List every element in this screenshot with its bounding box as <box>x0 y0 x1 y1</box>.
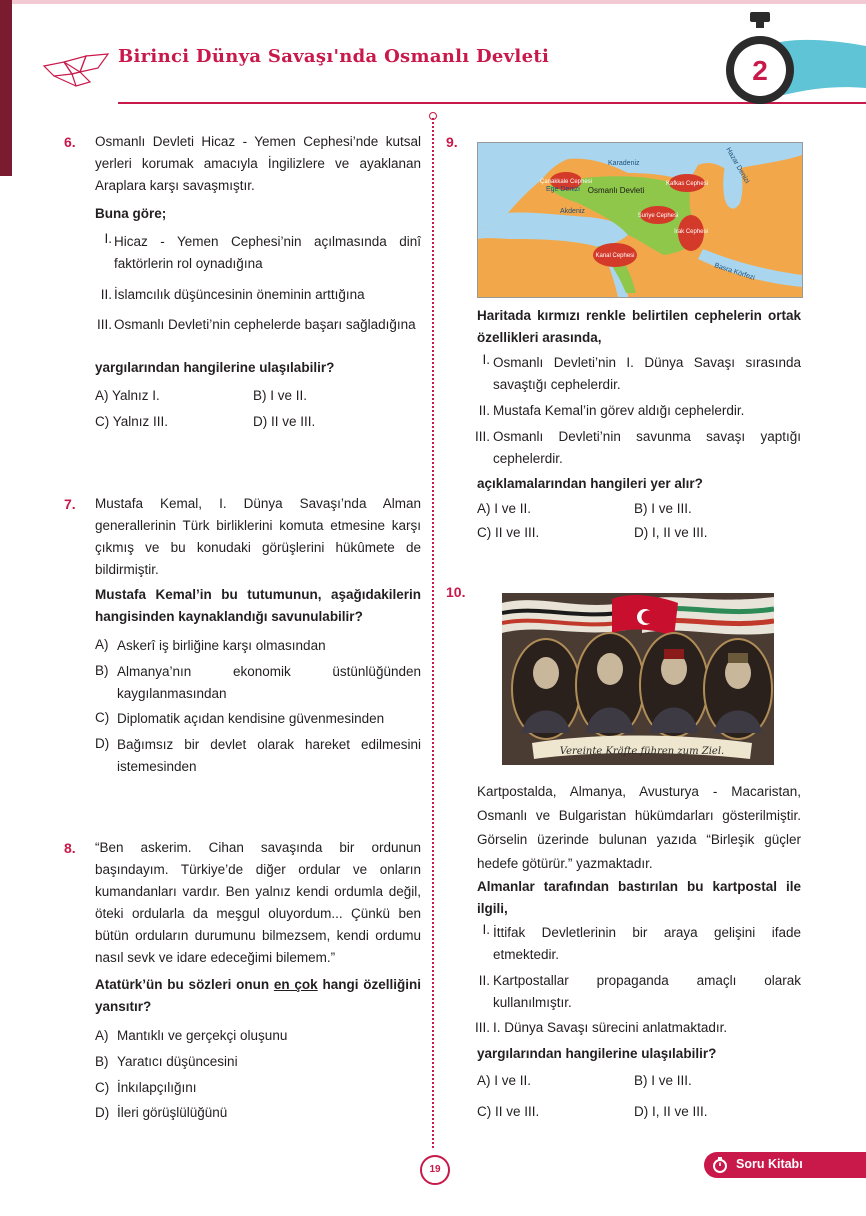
map-label-kanal: Kanal Cephesi <box>595 253 635 259</box>
map-label-osmanli: Osmanlı Devleti <box>587 186 645 195</box>
question-7-option-d-letter[interactable]: D) <box>95 736 110 751</box>
map-label-karadeniz: Karadeniz <box>608 160 640 167</box>
question-10-option-d[interactable]: D) I, II ve III. <box>634 1104 708 1119</box>
question-10-option-a[interactable]: A) I ve II. <box>477 1073 532 1088</box>
question-9-item-1-num: I. <box>482 352 490 367</box>
question-6-option-d[interactable]: D) II ve III. <box>253 414 316 429</box>
book-label-tab <box>704 1152 866 1178</box>
question-9-item-2-num: II. <box>478 403 490 418</box>
question-6-item-2: İslamcılık düşüncesinin öneminin arttığına <box>114 287 365 302</box>
question-6-number: 6. <box>64 134 76 150</box>
question-8-stem: “Ben askerim. Cihan savaşında bir ordunun başındayım. Türkiye’de diğer ordular ve onların kumandanları vardır. Ben yalnız kendi ordumla değil, öteki ordularla da meşgul oluyordum... Çünkü ben bütün orduların durumunu bilmezsem, kendi ordumu nasıl sevk ve idare edeceğimi bilemem.” <box>95 840 421 965</box>
question-7-option-d[interactable]: Bağımsız bir devlet olarak hareket edilmesini istemesinden <box>117 737 421 774</box>
question-10-option-b[interactable]: B) I ve III. <box>634 1073 692 1088</box>
postcard-caption: Vereinte Kräfte führen zum Ziel. <box>559 746 725 757</box>
question-7-stem: Mustafa Kemal, I. Dünya Savaşı’nda Alman generallerinin Türk birliklerini komuta etmesine karşı çıkmış ve bu konudaki görüşlerini hükûmete de bildirmiştir. <box>95 496 421 577</box>
question-10-option-c[interactable]: C) II ve III. <box>477 1104 540 1119</box>
page-title: Birinci Dünya Savaşı'nda Osmanlı Devleti <box>118 46 550 67</box>
question-6-item-3-num: III. <box>96 317 112 332</box>
question-9-option-c[interactable]: C) II ve III. <box>477 525 540 540</box>
question-10-item-2-num: II. <box>478 973 490 988</box>
question-8-option-a-letter[interactable]: A) <box>95 1028 109 1043</box>
question-6-item-1-num: I. <box>104 231 112 246</box>
postcard-image <box>502 593 774 765</box>
map-label-irak: Irak Cephesi <box>674 229 708 235</box>
question-8-option-d[interactable]: İleri görüşlülüğünü <box>117 1105 228 1120</box>
question-7-option-b-letter[interactable]: B) <box>95 663 109 678</box>
question-6-item-3: Osmanlı Devleti’nin cephelerde başarı sağladığına <box>114 317 416 332</box>
question-6-item-1: Hicaz - Yemen Cephesi’nin açılmasında dinî faktörlerin rol oynadığına <box>114 234 421 271</box>
question-9-item-2: Mustafa Kemal’in görev aldığı cephelerdir. <box>493 403 745 418</box>
question-10-lead: Almanlar tarafından bastırılan bu kartpostal ile ilgili, <box>477 879 801 916</box>
question-7-option-c[interactable]: Diplomatik açıdan kendisine güvenmesinden <box>117 711 385 726</box>
question-8-question: Atatürk’ün bu sözleri onun en çok hangi özelliğini yansıtır? <box>95 977 421 1014</box>
bird-logo-icon <box>42 52 112 92</box>
question-9-item-3-num: III. <box>474 429 490 444</box>
stopwatch-icon <box>712 1157 728 1173</box>
question-7-option-a-letter[interactable]: A) <box>95 637 109 652</box>
map-label-basra: Basra Körfezi <box>713 262 756 282</box>
map-label-suriye: Suriye Cephesi <box>637 213 679 219</box>
unit-number: 2 <box>752 55 768 86</box>
question-9-lead: Haritada kırmızı renkle belirtilen cephelerin ortak özellikleri arasında, <box>477 308 801 345</box>
question-10-stem: Kartpostalda, Almanya, Avusturya - Macaristan, Osmanlı ve Bulgaristan hükümdarları gösterilmiştir. Görselin üzerinde bulunan yazıda “Birleşik güçler hedefe götürür.” yazmaktadır. <box>477 784 801 871</box>
question-8-option-d-letter[interactable]: D) <box>95 1105 110 1120</box>
question-6-option-b[interactable]: B) I ve II. <box>253 388 308 403</box>
map-label-canakkale: Çanakkale Cephesi <box>539 179 593 185</box>
question-10-item-1: İttifak Devletlerinin bir araya gelişini ifade etmektedir. <box>493 925 801 962</box>
question-6-item-2-num: II. <box>100 287 112 302</box>
fronts-map <box>477 142 803 298</box>
question-9-item-1: Osmanlı Devleti’nin I. Dünya Savaşı sırasında savaştığı cephelerdir. <box>493 355 801 392</box>
question-10-item-2: Kartpostallar propaganda amaçlı olarak kullanılmıştır. <box>493 973 801 1010</box>
question-6-question: yargılarından hangilerine ulaşılabilir? <box>95 360 335 375</box>
question-8-option-c[interactable]: İnkılapçılığını <box>117 1080 197 1095</box>
page-number: 19 <box>420 1155 450 1185</box>
question-7-number: 7. <box>64 496 76 512</box>
question-9-question: açıklamalarından hangileri yer alır? <box>477 476 703 491</box>
question-8-option-b[interactable]: Yaratıcı düşüncesini <box>117 1054 238 1069</box>
map-label-kafkas: Kafkas Cephesi <box>665 181 709 187</box>
top-rule <box>0 0 866 4</box>
map-label-hazar: Hazar Denizi <box>724 146 751 185</box>
question-10-number: 10. <box>446 584 466 600</box>
question-6-option-c[interactable]: C) Yalnız III. <box>95 414 169 429</box>
question-7-option-a[interactable]: Askerî iş birliğine karşı olmasından <box>117 638 326 653</box>
question-8-number: 8. <box>64 840 76 856</box>
question-7-option-b[interactable]: Almanya’nın ekonomik üstünlüğünden kaygılanmasından <box>117 664 421 701</box>
question-7-option-c-letter[interactable]: C) <box>95 710 110 725</box>
question-8-option-c-letter[interactable]: C) <box>95 1080 110 1095</box>
question-9-option-b[interactable]: B) I ve III. <box>634 501 692 516</box>
map-label-akdeniz: Akdeniz <box>560 208 585 215</box>
question-10-item-1-num: I. <box>482 922 490 937</box>
question-9-option-a[interactable]: A) I ve II. <box>477 501 532 516</box>
question-7-question: Mustafa Kemal’in bu tutumunun, aşağıdakilerin hangisinden kaynaklandığı savunulabilir? <box>95 587 421 624</box>
column-divider <box>432 118 434 1148</box>
question-9-number: 9. <box>446 134 458 150</box>
question-9-item-3: Osmanlı Devleti’nin savunma savaşı yaptığı cephelerdir. <box>493 429 801 466</box>
question-9-option-d[interactable]: D) I, II ve III. <box>634 525 708 540</box>
emphasis-underline: en çok <box>273 977 318 992</box>
question-8-option-b-letter[interactable]: B) <box>95 1054 109 1069</box>
question-8-option-a[interactable]: Mantıklı ve gerçekçi oluşunu <box>117 1028 288 1043</box>
question-6-option-a[interactable]: A) Yalnız I. <box>95 388 160 403</box>
question-10-question: yargılarından hangilerine ulaşılabilir? <box>477 1046 717 1061</box>
left-color-bar <box>0 0 12 176</box>
question-6-lead: Buna göre; <box>95 206 167 221</box>
stopwatch-hand-icon <box>700 6 866 106</box>
question-6-stem: Osmanlı Devleti Hicaz - Yemen Cephesi’nde kutsal yerleri korumak amacıyla İngilizlere ve ayaklanan Araplara karşı savaşmıştır. <box>95 134 421 193</box>
question-10-item-3: I. Dünya Savaşı sürecini anlatmaktadır. <box>493 1020 728 1035</box>
map-label-ege: Ege Denizi <box>546 186 580 193</box>
book-label: Soru Kitabı <box>736 1157 803 1171</box>
question-10-item-3-num: III. <box>474 1020 490 1035</box>
